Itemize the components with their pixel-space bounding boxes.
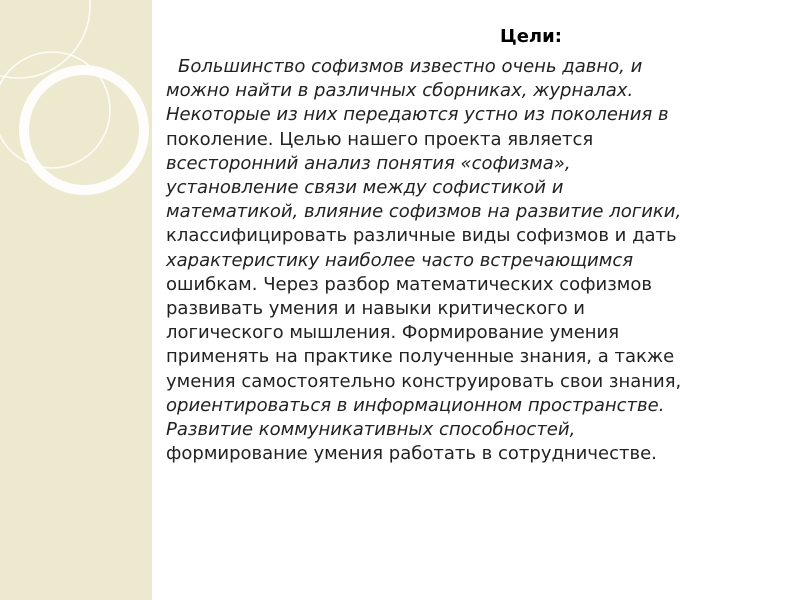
body-line: формирование умения работать в сотрудничестве. xyxy=(166,443,657,465)
body-line: Развитие коммуникативных способностей, xyxy=(166,419,576,441)
body-line: можно найти в различных сборниках, журналах. xyxy=(166,80,634,102)
body-line: ошибкам. Через разбор математических софизмов xyxy=(166,273,652,295)
body-line: всесторонний анализ понятия «софизма», xyxy=(166,152,571,174)
body-text xyxy=(166,55,778,466)
body-line: математикой, влияние софизмов на развитие логики, xyxy=(166,201,682,223)
body-line: ориентироваться в информационном пространстве. xyxy=(166,394,665,416)
body-line: Большинство софизмов известно очень давно, и xyxy=(178,56,643,77)
body-line: Некоторые из них передаются устно из поколения в xyxy=(166,104,669,126)
body-line: характеристику наиболее часто встречающимся xyxy=(166,249,634,271)
decor-ring-thin xyxy=(0,52,110,168)
decorative-rings xyxy=(0,0,160,600)
body-line: умения самостоятельно конструировать свои знания, xyxy=(166,370,682,392)
slide-title: Цели: xyxy=(500,26,562,47)
body-line: установление связи между софистикой и xyxy=(166,177,564,199)
body-line: применять на практике полученные знания, а также xyxy=(166,346,675,368)
body-line: развивать умения и навыки критического и xyxy=(166,298,586,320)
decor-ring-thick xyxy=(24,70,144,190)
body-line: классифицировать различные виды софизмов и дать xyxy=(166,225,677,247)
body-line: логического мышления. Формирование умения xyxy=(166,322,620,344)
body-line: поколение. Целью нашего проекта является xyxy=(166,128,594,150)
